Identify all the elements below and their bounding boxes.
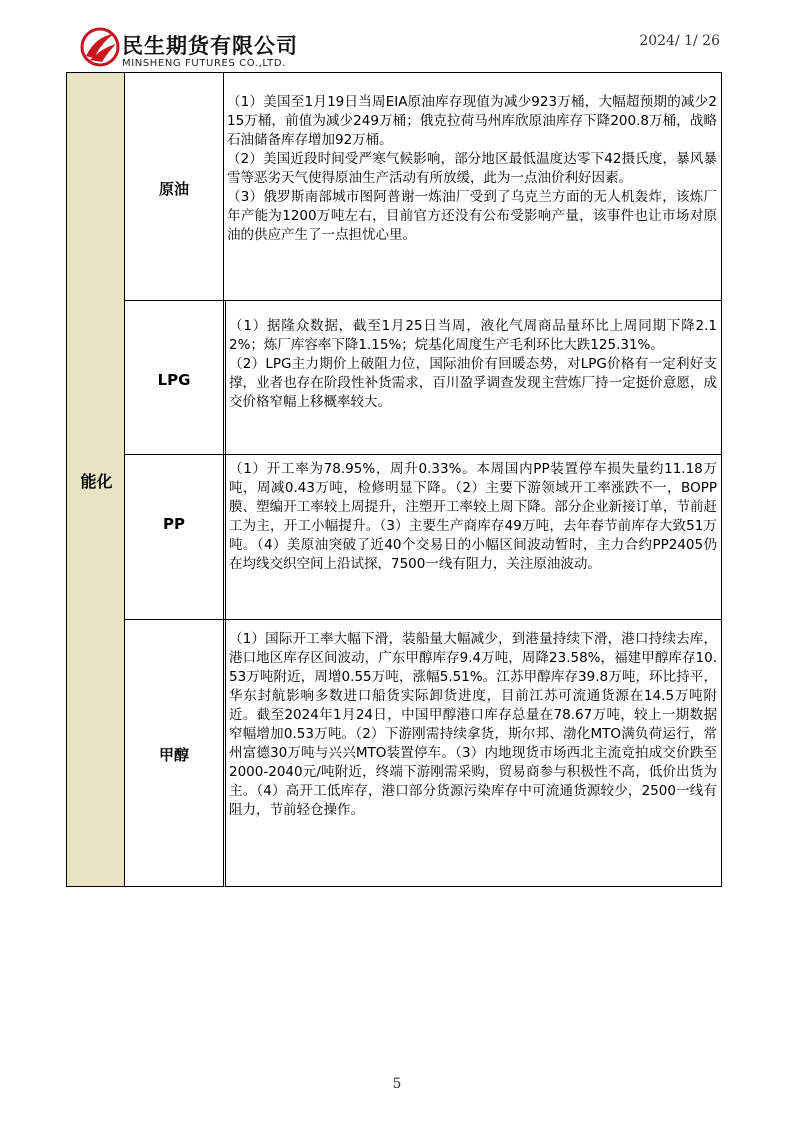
commodity-name: 原油: [158, 180, 189, 198]
content-paragraph: （1）国际开工率大幅下滑，装船量大幅减少，到港量持续下滑，港口持续去库，港口地区库存区间波动，广东甲醇库存9.4万吨，周降23.58%，福建甲醇库存10.53万吨附近，周增0.55万吨，涨幅5.51%。江苏甲醇库存39.8万吨，环比持平，华东封航影响多数进口船货实际卸货进度，目前江苏可流通货源在14.5万吨附近。截至2024年1月24日，中国甲醇港口库存总量在78.67万吨，较上一期数据窄幅增加0.53万吨。（2）下游刚需持续拿货，斯尔邦、渤化MTO满负荷运行，常州富德30万吨与兴兴MTO装置停车。（3）内地现货市场西北主流竞拍成交价跌至2000-2040元/吨附近，终端下游刚需采购，贸易商参与积极性不高，低价出货为主。（4）高开工低库存，港口部分货源污染库存中可流通货源较少，2500一线有阻力，节前轻仓操作。: [229, 631, 717, 818]
table-row-pp: [124, 454, 722, 620]
commodity-name-cell: [124, 619, 224, 887]
commodity-content-cell: [223, 300, 722, 455]
content-paragraph: （1）美国至1月19日当周EIA原油库存现值为减少923万桶，大幅超预期的减少215万桶，前值为减少249万桶；俄克拉荷马州库欣原油库存下降200.8万桶，战略石油储备库存增加92万桶。: [227, 94, 717, 148]
table-row-methanol: [124, 619, 722, 887]
commodity-content-cell: [223, 454, 722, 620]
table-row-crude-oil: [124, 72, 722, 301]
sector-label: 能化: [80, 472, 113, 491]
commodity-content-cell: [223, 72, 722, 301]
commodity-name: 甲醇: [158, 746, 189, 764]
commodity-table: [66, 72, 722, 887]
content-paragraph: （1）据隆众数据，截至1月25日当周，液化气周商品量环比上周同期下降2.12%；炼厂库容率下降1.15%；烷基化周度生产毛利环比大跌125.31%。: [229, 318, 717, 353]
sector-cell: [66, 72, 125, 887]
content-paragraph: （3）俄罗斯南部城市图阿普谢一炼油厂受到了乌克兰方面的无人机轰炸，该炼厂年产能为1200万吨左右，目前官方还没有公布受影响产量，该事件也让市场对原油的供应产生了一点担忧心里。: [227, 189, 717, 243]
commodity-name: PP: [163, 515, 185, 533]
commodity-name-cell: [124, 300, 224, 455]
page-number: 5: [392, 1076, 402, 1092]
content-paragraph: （2）LPG主力期价上破阻力位，国际油价有回暖态势，对LPG价格有一定利好支撑，业者也存在阶段性补货需求，百川盈孚调查发现主营炼厂持一定挺价意愿，成交价格窄幅上移概率较大。: [229, 356, 717, 410]
minsheng-logo-icon: [80, 26, 120, 68]
page-header: [0, 0, 794, 72]
table-row-lpg: [124, 300, 722, 455]
company-name-cn: 民生期货有限公司: [122, 34, 298, 58]
commodity-content-cell: [223, 619, 722, 887]
content-paragraph: （1）开工率为78.95%，周升0.33%。本周国内PP装置停车损失量约11.18万吨，周减0.43万吨，检修明显下降。（2）主要下游领域开工率涨跌不一，BOPP膜、塑编开工率较上周提升，注塑开工率较上周下降。部分企业新接订单，节前赶工为主，开工小幅提升。（3）主要生产商库存49万吨，去年春节前库存大致51万吨。（4）美原油突破了近40个交易日的小幅区间波动暂时，主力合约PP2405仍在均线交织空间上沿试探，7500一线有阻力，关注原油波动。: [229, 461, 717, 572]
commodity-name-cell: [124, 454, 224, 620]
report-date: 2024/ 1/ 26: [639, 33, 720, 49]
content-paragraph: （2）美国近段时间受严寒气候影响，部分地区最低温度达零下42摄氏度，暴风暴雪等恶劣天气使得原油生产活动有所放缓，此为一点油价利好因素。: [227, 151, 717, 186]
commodity-name-cell: [124, 72, 224, 301]
company-name-en: MINSHENG FUTURES CO.,LTD.: [122, 58, 286, 69]
commodity-name: LPG: [157, 371, 191, 389]
